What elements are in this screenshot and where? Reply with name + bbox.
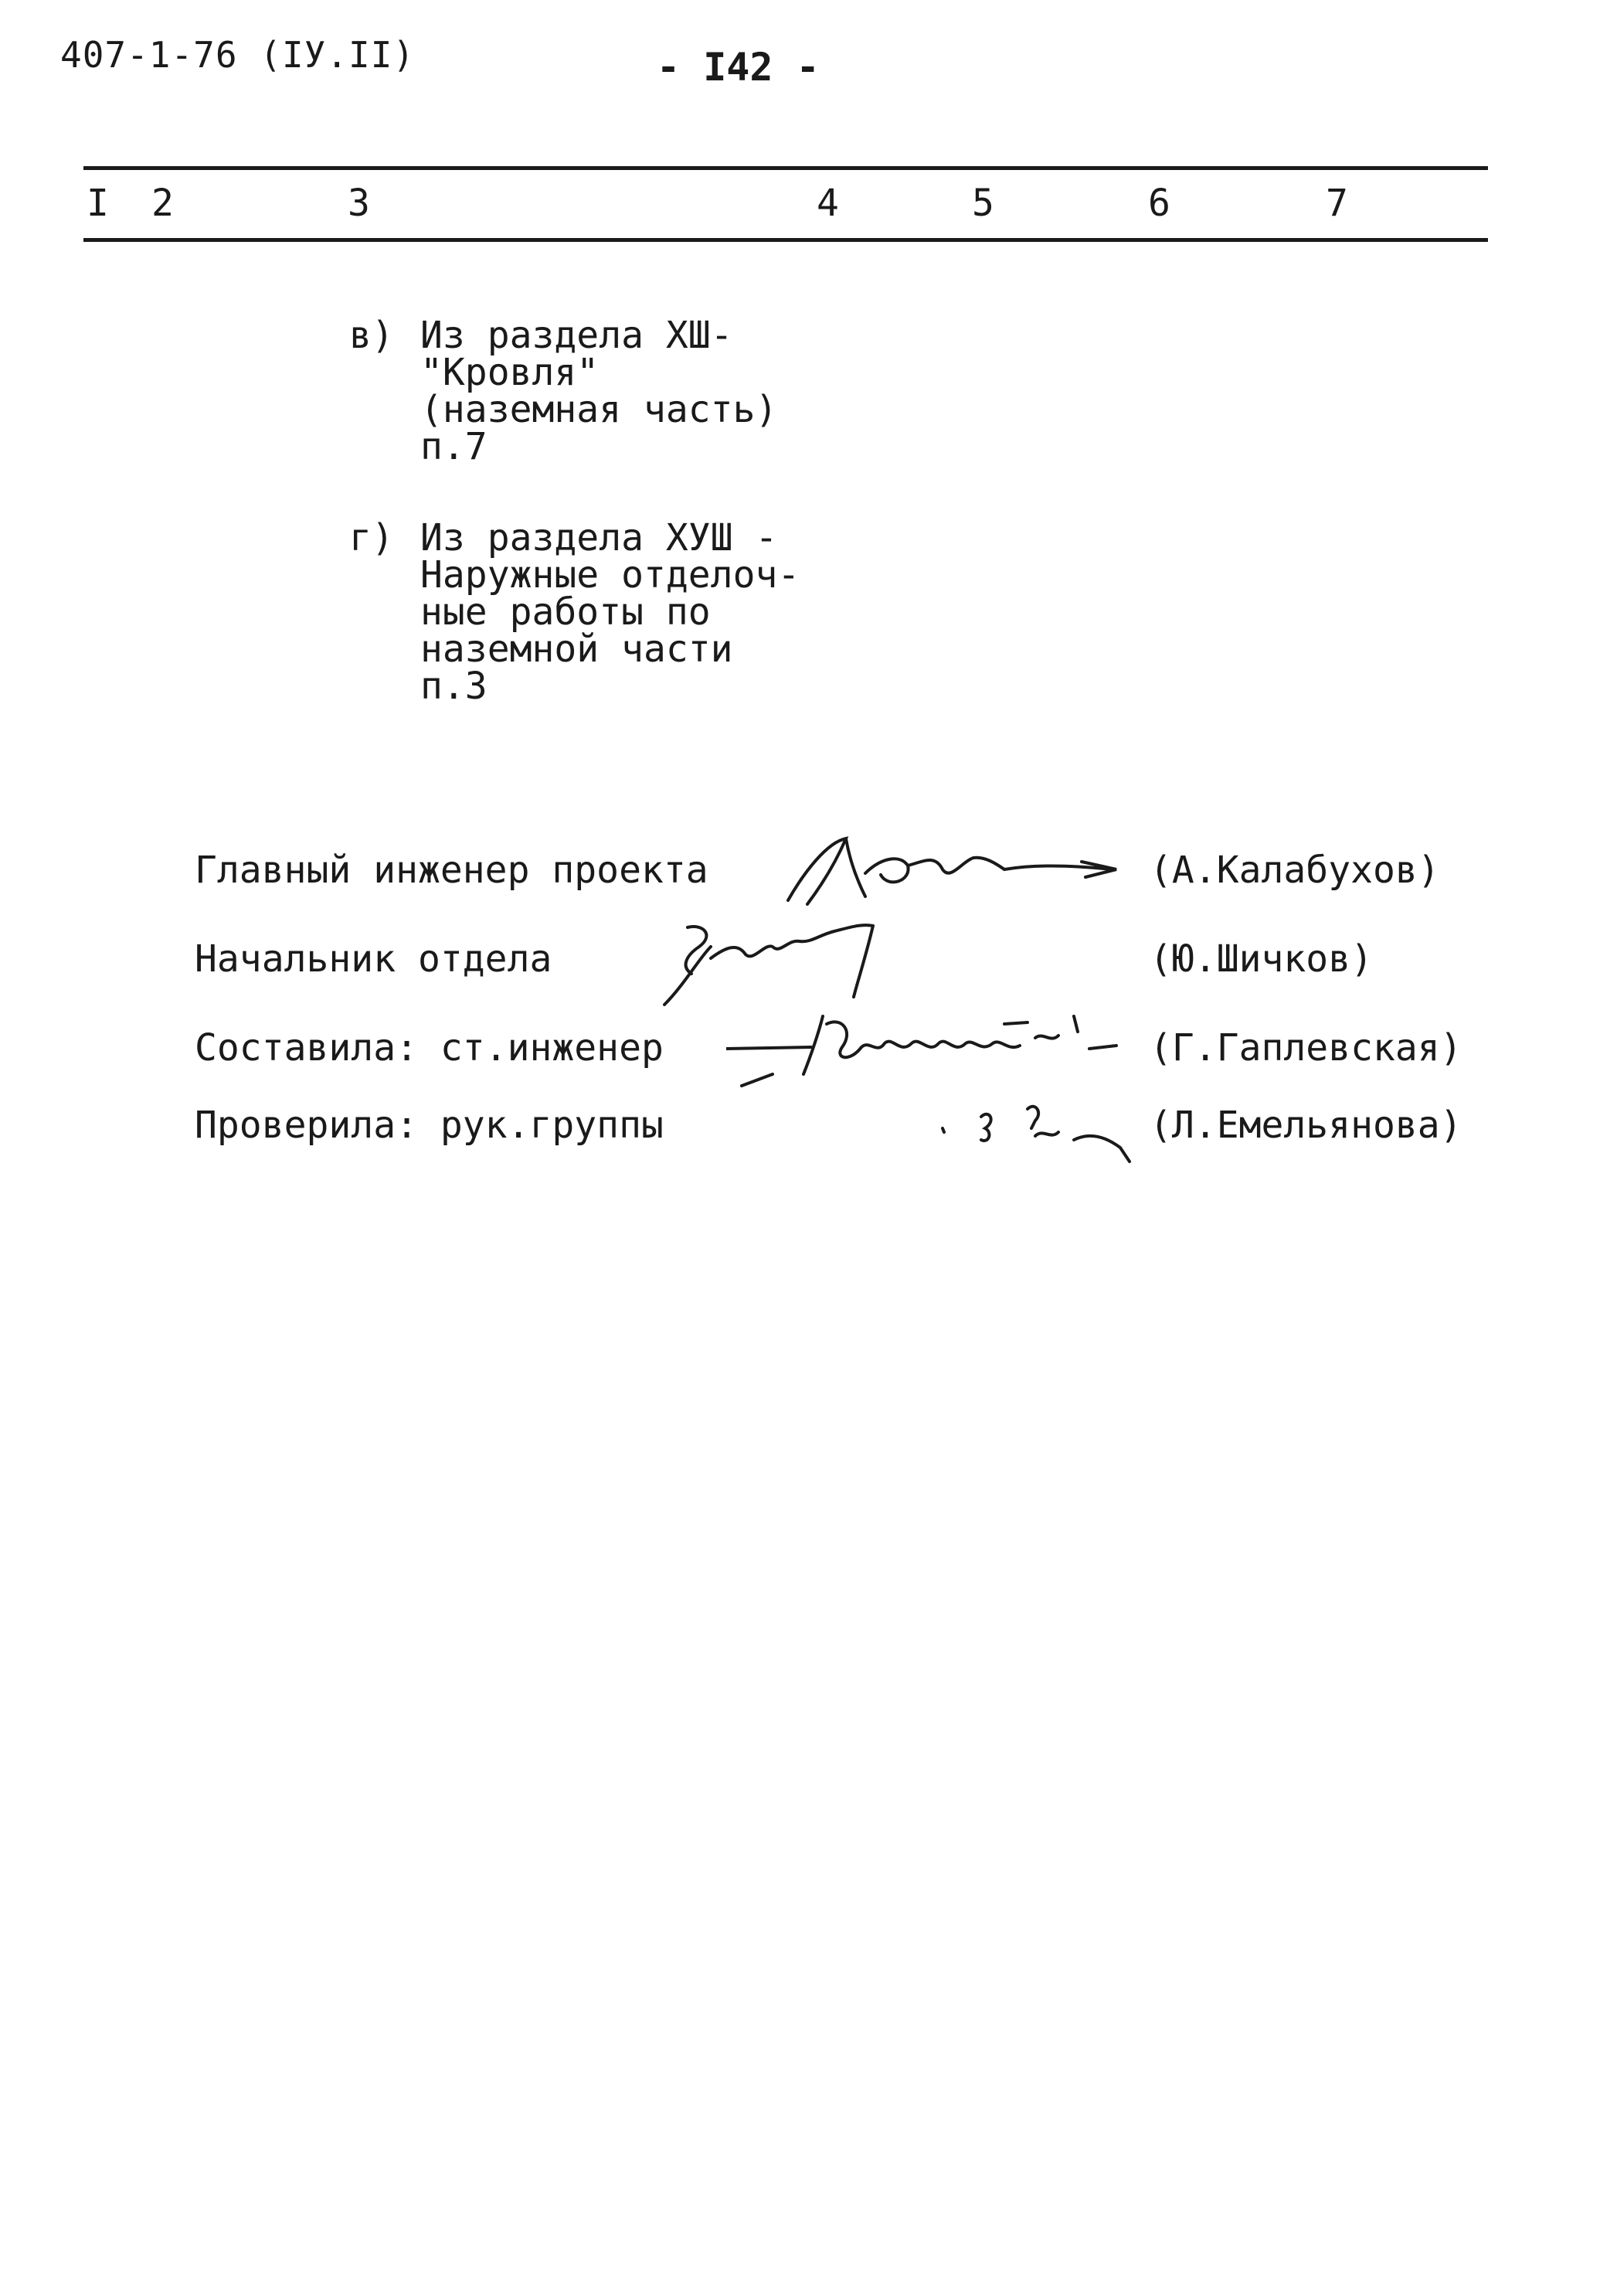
item-line: "Кровля"	[420, 351, 600, 394]
document-code: 407-1-76 (IУ.II)	[60, 34, 416, 76]
column-number-2: 2	[151, 182, 174, 225]
item-marker: в)	[349, 314, 394, 357]
signature-scribble-4	[927, 1086, 1143, 1171]
table-header-bottom-rule	[83, 238, 1488, 242]
item-line: Наружные отделоч-	[420, 553, 800, 597]
item-line: п.3	[420, 665, 487, 708]
table-top-rule	[83, 166, 1488, 170]
signature-scribble-1	[773, 827, 1136, 920]
list-item	[349, 314, 813, 471]
signature-role: Главный инженер проекта	[195, 849, 708, 892]
signature-scribble-2	[657, 912, 904, 1012]
signature-role: Начальник отдела	[195, 937, 552, 981]
item-line: ные работы по	[420, 590, 711, 634]
column-number-1: I	[87, 182, 109, 225]
item-line: Из раздела ХУШ -	[420, 516, 778, 560]
signature-name: (Л.Емельянова)	[1150, 1104, 1462, 1147]
item-line: Из раздела ХШ-	[420, 314, 733, 357]
item-line: п.7	[420, 425, 487, 468]
item-line: (наземная часть)	[420, 388, 778, 431]
signature-name: (А.Калабухов)	[1150, 849, 1440, 892]
page-number: - I42 -	[657, 45, 820, 90]
column-number-6: 6	[1148, 182, 1170, 225]
item-text	[420, 314, 778, 468]
signature-name: (Ю.Шичков)	[1150, 937, 1373, 981]
column-number-4: 4	[817, 182, 839, 225]
item-marker: г)	[349, 516, 394, 560]
list-item	[349, 516, 828, 713]
signature-name: (Г.Гаплевская)	[1150, 1026, 1462, 1070]
signature-role: Составила: ст.инженер	[195, 1026, 664, 1070]
column-number-7: 7	[1326, 182, 1348, 225]
column-number-3: 3	[348, 182, 370, 225]
item-line: наземной части	[420, 628, 733, 671]
signature-role: Проверила: рук.группы	[195, 1104, 664, 1147]
item-text	[420, 516, 800, 708]
column-number-5: 5	[972, 182, 994, 225]
